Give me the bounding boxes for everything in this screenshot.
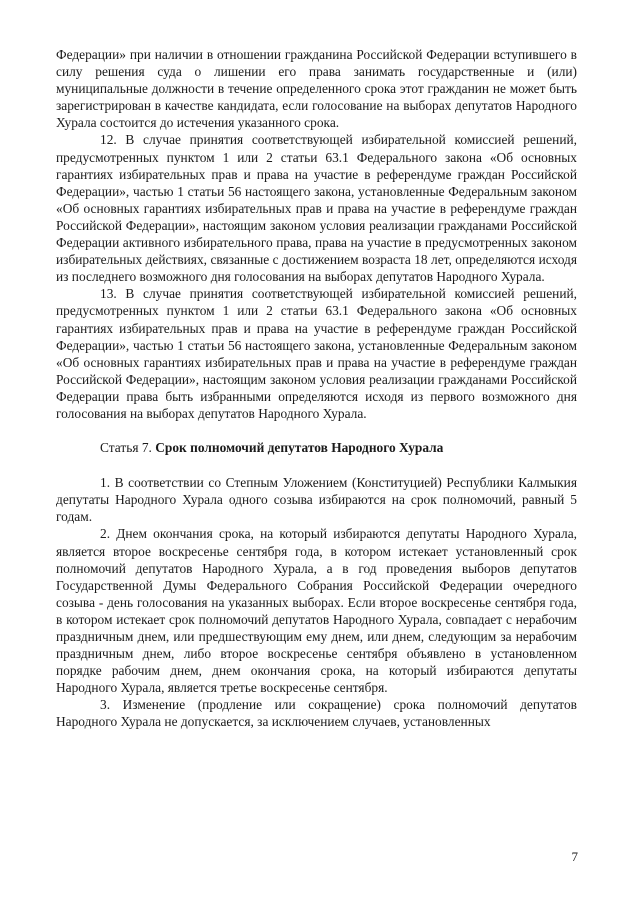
document-page xyxy=(56,46,577,731)
paragraph-item-13: 13. В случае принятия соответствующей избирательной комиссией решений, предусмотренных пунктом 1 или 2 статьи 63.1 Федерального закона «Об основных гарантиях избирательных прав и права на участие в референдуме граждан Российской Федерации», частью 1 статьи 56 настоящего закона, установленные Федеральным законом «Об основных гарантиях избирательных прав и права на участие в референдуме граждан Российской Федерации», настоящим законом условия реализации гражданами Российской Федерации права быть избранными определяются исходя из первого возможного дня голосования на выборах депутатов Народного Хурала. xyxy=(56,286,577,421)
paragraph-item-3: 3. Изменение (продление или сокращение) срока полномочий депутатов Народного Хурала не допускается, за исключением случаев, установленных xyxy=(56,697,577,730)
article-heading xyxy=(56,439,577,456)
article-title: Срок полномочий депутатов Народного Хурала xyxy=(155,440,444,456)
paragraphs-after xyxy=(56,474,577,730)
paragraph-item-2: 2. Днем окончания срока, на который избираются депутаты Народного Хурала, является второе воскресенье сентября года, в котором истекает установленный срок полномочий депутатов Народного Хурала, а в год проведения выборов депутатов Государственной Думы Федерального Собрания Российской Федерации очередного созыва - день голосования на указанных выборах. Если второе воскресенье сентября года, в котором истекает срок полномочий депутатов Народного Хурала, совпадает с нерабочим праздничным днем, или предшествующим ему днем, или днем, следующим за нерабочим праздничным днем, либо второе воскресенье сентября объявлено в установленном порядке рабочим днем, днем окончания срока, на который избираются депутаты Народного Хурала, является третье воскресенье сентября. xyxy=(56,526,577,696)
paragraph-item-12: 12. В случае принятия соответствующей избирательной комиссией решений, предусмотренных пунктом 1 или 2 статьи 63.1 Федерального закона «Об основных гарантиях избирательных прав и права на участие в референдуме граждан Российской Федерации», частью 1 статьи 56 настоящего закона, установленные Федеральным законом «Об основных гарантиях избирательных прав и права на участие в референдуме граждан Российской Федерации», настоящим законом условия реализации гражданами Российской Федерации активного избирательного права, права на участие в предусмотренных законом избирательных действиях, связанные с достижением возраста 18 лет, определяются исходя из последнего возможного дня голосования на выборах депутатов Народного Хурала. xyxy=(56,132,577,285)
paragraph-item-1: 1. В соответствии со Степным Уложением (Конституцией) Республики Калмыкия депутаты Народного Хурала одного созыва избираются на срок полномочий, равный 5 годам. xyxy=(56,475,577,525)
paragraphs-before xyxy=(56,46,577,422)
paragraph: Федерации» при наличии в отношении гражданина Российской Федерации вступившего в силу решения суда о лишении его права занимать государственные и (или) муниципальные должности в течение определенного срока этот гражданин не может быть зарегистрирован в качестве кандидата, если голосование на выборах депутатов Народного Хурала состоится до истечения указанного срока. xyxy=(56,47,577,131)
page-number: 7 xyxy=(571,849,578,864)
article-number: Статья 7. xyxy=(100,440,156,456)
